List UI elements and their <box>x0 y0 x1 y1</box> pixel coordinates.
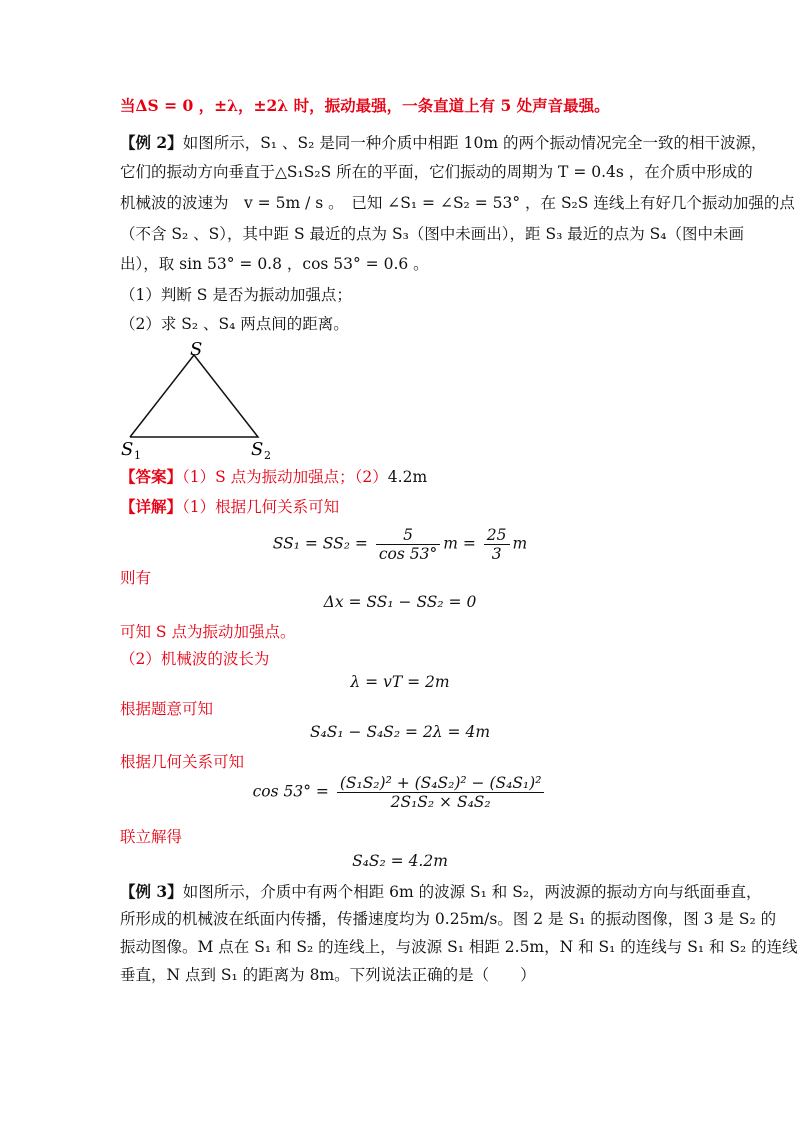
triangle-figure <box>110 335 290 465</box>
intro-line: 当ΔS = 0 ，±λ，±2λ 时，振动最强，一条直道上有 5 处声音最强。 <box>120 96 610 115</box>
label-s1: S <box>121 439 134 460</box>
solve-label: 联立解得 <box>120 828 183 846</box>
example-3-line-1: 【例 3】如图所示，介质中有两个相距 6m 的波源 S₁ 和 S₂，两波源的振动方向与纸面垂直， <box>120 882 762 901</box>
example-3-line-4: 垂直，N 点到 S₁ 的距离为 8m。下列说法正确的是（ ） <box>120 966 536 984</box>
example-2-line-3: 机械波的波速为 v = 5m / s 。 已知 ∠S₁ = ∠S₂ = 53° ，在 S₂S 连线上有好几个振动加强的点 <box>120 194 795 212</box>
label-s2-sub: 2 <box>264 449 271 462</box>
answer-tag: 【答案】 <box>120 467 183 486</box>
example-2-label: 【例 2】 <box>120 133 183 152</box>
label-s: S <box>190 339 203 360</box>
label-s1-sub: 1 <box>134 449 141 462</box>
equation-2: Δx = SS₁ − SS₂ = 0 <box>323 593 477 611</box>
detail-heading: 【详解】（1）根据几何关系可知 <box>120 497 340 516</box>
equation-4: S₄S₁ − S₄S₂ = 2λ = 4m <box>309 723 491 741</box>
equation-5: cos 53° = $\frac{\text{(S₁S₂)² + (S₄S₂)² − (S₄S₁)²}}{\text{2S₁S₂ × S₄S₂}}$ <box>0 774 800 811</box>
conclusion-1: 可知 S 点为振动加强点。 <box>120 623 296 641</box>
question-1: （1）判断 S 是否为振动加强点； <box>120 286 352 304</box>
example-3-line-3: 振动图像。M 点在 S₁ 和 S₂ 的连线上，与波源 S₁ 相距 2.5m，N 和 S₁ 的连线与 S₁ 和 S₂ 的连线 <box>120 938 798 956</box>
example-3-line-2: 所形成的机械波在纸面内传播，传播速度均为 0.25m/s。图 2 是 S₁ 的振动图像，图 3 是 S₂ 的 <box>120 910 777 928</box>
by-question-label: 根据题意可知 <box>120 700 214 718</box>
example-2-line-1: 【例 2】如图所示，S₁ 、S₂ 是同一种介质中相距 10m 的两个振动情况完全一致的相干波源， <box>120 133 767 152</box>
answer-line: 【答案】（1）S 点为振动加强点；（2）4.2m <box>120 467 428 486</box>
equation-6: S₄S₂ = 4.2m <box>352 852 448 870</box>
example-3-label: 【例 3】 <box>120 882 183 901</box>
then-label: 则有 <box>120 569 152 587</box>
by-geometry-label: 根据几何关系可知 <box>120 753 245 771</box>
example-2-line-2: 它们的振动方向垂直于△S₁S₂S 所在的平面，它们振动的周期为 T = 0.4s ，在介质中形成的 <box>120 163 753 181</box>
example-2-line-4: （不含 S₂ 、S），其中距 S 最近的点为 S₃（图中未画出），距 S₃ 最近的点为 S₄（图中未画 <box>120 225 744 243</box>
equation-1: SS₁ = SS₂ = $\frac{5}{\cos 53^\circ}$ m = $\frac{25}{3}$ m <box>272 526 528 563</box>
part-2-heading: （2）机械波的波长为 <box>120 650 270 668</box>
question-2: （2）求 S₂ 、S₄ 两点间的距离。 <box>120 315 349 333</box>
detail-tag: 【详解】 <box>120 497 183 516</box>
label-s2: S <box>251 439 264 460</box>
triangle-shape <box>130 355 258 437</box>
example-2-line-5: 出），取 sin 53° = 0.8 ，cos 53° = 0.6 。 <box>120 255 429 273</box>
equation-3: λ = vT = 2m <box>350 673 450 691</box>
